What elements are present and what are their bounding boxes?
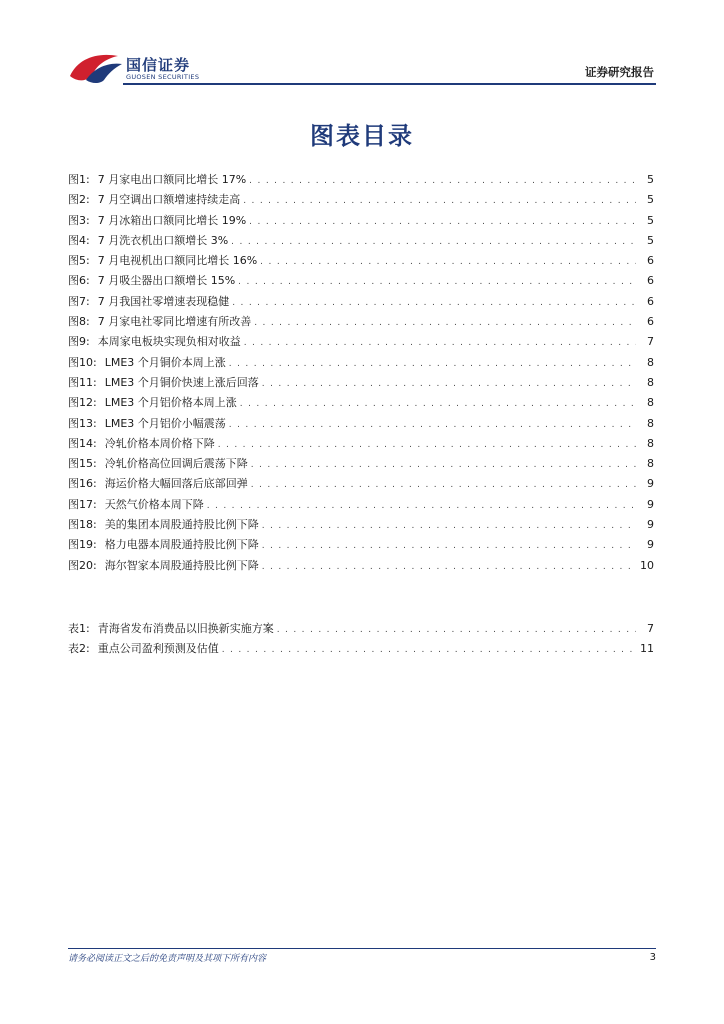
figure-toc-entry[interactable] — [68, 434, 656, 454]
figure-toc-entry-label: 图20: — [68, 558, 97, 572]
header-divider — [123, 83, 656, 85]
figure-toc-entry-label: 图18: — [68, 518, 97, 532]
figure-toc-entry-leader-dots — [262, 557, 636, 577]
figure-toc-entry-title: LME3 个月铝价格本周上涨 — [104, 396, 237, 410]
figure-toc-entry[interactable] — [68, 292, 656, 312]
figure-toc-entry-leader-dots — [262, 374, 636, 394]
figure-toc-entry-leader-dots — [244, 333, 636, 353]
figure-toc-entry-leader-dots — [238, 272, 636, 292]
guosen-logo-mark-icon — [68, 50, 124, 84]
toc-title: 图表目录 — [310, 122, 414, 150]
figure-toc-entry-page: 8 — [647, 355, 654, 369]
figure-toc-entry-page: 5 — [647, 213, 654, 227]
footer-divider — [68, 948, 656, 949]
figure-toc-entry-title: 7 月吸尘器出口额增长 15% — [97, 274, 236, 288]
figure-toc-entry-page: 9 — [647, 518, 654, 532]
figure-toc-entry-leader-dots — [229, 354, 636, 374]
figure-toc-entry-title: 7 月家电出口额同比增长 17% — [97, 173, 247, 186]
figure-toc-entry-title: 7 月洗衣机出口额增长 3% — [97, 233, 229, 247]
figure-toc-entry-title: 海尔智家本周股通持股比例下降 — [104, 558, 259, 572]
figure-toc-entry-leader-dots — [251, 455, 636, 475]
figure-toc-entry-leader-dots — [249, 171, 636, 191]
figure-toc-entry-label: 图6: — [68, 274, 90, 288]
figure-toc-entry[interactable] — [68, 190, 656, 210]
figure-toc-entry-page: 9 — [647, 497, 654, 511]
figure-toc-entry[interactable] — [68, 271, 656, 291]
logo-english-name: GUOSEN SECURITIES — [126, 73, 200, 81]
table-toc-entry-page: 7 — [647, 622, 654, 635]
figure-toc-entry-page: 6 — [647, 254, 654, 268]
figure-toc-entry-page: 7 — [647, 335, 654, 349]
figure-toc-entry-leader-dots — [232, 293, 636, 313]
figure-toc-entry-label: 图13: — [68, 416, 97, 430]
figure-toc-entry[interactable] — [68, 474, 656, 494]
figure-toc-entry-label: 图5: — [68, 254, 90, 268]
figure-toc-entry-title: 格力电器本周股通持股比例下降 — [104, 538, 259, 552]
figure-toc-entry[interactable] — [68, 414, 656, 434]
logo-chinese-name: 国信证券 — [126, 56, 191, 74]
page-header — [68, 48, 656, 84]
figure-toc-entry[interactable] — [68, 353, 656, 373]
figure-toc-entry-title: 冷轧价格本周价格下降 — [104, 436, 215, 450]
figure-toc-entry-page: 10 — [640, 558, 654, 572]
figure-toc-entry[interactable] — [68, 373, 656, 393]
figure-toc-entry-label: 图11: — [68, 375, 97, 389]
figure-toc-entry-leader-dots — [231, 232, 636, 252]
figure-toc-entry-label: 图16: — [68, 477, 97, 491]
figure-toc-entry-leader-dots — [249, 212, 636, 232]
figure-toc-entry[interactable] — [68, 556, 656, 576]
figure-toc-entry-title: 7 月家电社零同比增速有所改善 — [97, 315, 252, 329]
figure-toc-entry-leader-dots — [207, 496, 636, 516]
table-toc-entry-leader-dots — [222, 640, 636, 660]
table-toc-entry-leader-dots — [277, 620, 636, 640]
table-toc-entry-label: 表2: — [68, 642, 90, 656]
table-toc-entry[interactable] — [68, 619, 656, 639]
table-toc-entry-title: 青海省发布消费品以旧换新实施方案 — [97, 622, 274, 635]
figure-toc-entry[interactable] — [68, 251, 656, 271]
figure-toc-entry-title: 7 月冰箱出口额同比增长 19% — [97, 213, 247, 227]
figure-toc-entry[interactable] — [68, 312, 656, 332]
figure-toc-entry-title: LME3 个月铝价小幅震荡 — [104, 416, 226, 430]
figure-toc-entry-label: 图9: — [68, 335, 90, 349]
figure-toc-entry-label: 图17: — [68, 497, 97, 511]
figure-toc-entry[interactable] — [68, 332, 656, 352]
figure-toc-list — [68, 170, 656, 576]
figure-toc-entry-title: LME3 个月铜价本周上涨 — [104, 355, 226, 369]
guosen-logo — [68, 48, 208, 84]
footer-disclaimer: 请务必阅读正文之后的免责声明及其项下所有内容 — [68, 954, 267, 964]
table-toc-entry-label: 表1: — [68, 622, 90, 635]
figure-toc-entry[interactable] — [68, 231, 656, 251]
figure-toc-entry-label: 图12: — [68, 396, 97, 410]
figure-toc-entry-leader-dots — [251, 475, 636, 495]
figure-toc-entry-title: 海运价格大幅回落后底部回弹 — [104, 477, 248, 491]
figure-toc-entry-page: 5 — [647, 193, 654, 207]
figure-toc-entry-page: 6 — [647, 294, 654, 308]
figure-toc-entry-label: 图8: — [68, 315, 90, 329]
table-toc-list — [68, 619, 656, 660]
figure-toc-entry[interactable] — [68, 454, 656, 474]
figure-toc-entry-page: 8 — [647, 416, 654, 430]
report-type-label: 证券研究报告 — [585, 65, 654, 79]
figure-toc-entry-label: 图7: — [68, 294, 90, 308]
figure-toc-entry-page: 9 — [647, 538, 654, 552]
figure-toc-entry-leader-dots — [262, 536, 636, 556]
figure-toc-entry-label: 图14: — [68, 436, 97, 450]
figure-toc-entry[interactable] — [68, 170, 656, 190]
figure-toc-entry-title: 美的集团本周股通持股比例下降 — [104, 518, 259, 532]
figure-toc-entry-label: 图4: — [68, 233, 90, 247]
figure-toc-entry[interactable] — [68, 393, 656, 413]
figure-toc-entry-page: 8 — [647, 375, 654, 389]
figure-toc-entry-title: 7 月空调出口额增速持续走高 — [97, 193, 241, 207]
figure-toc-entry-title: 本周家电板块实现负相对收益 — [97, 335, 241, 349]
figure-toc-entry-label: 图19: — [68, 538, 97, 552]
table-toc-entry-page: 11 — [640, 642, 654, 656]
figure-toc-entry-leader-dots — [240, 394, 636, 414]
figure-toc-entry-label: 图2: — [68, 193, 90, 207]
figure-toc-entry[interactable] — [68, 515, 656, 535]
table-toc-entry[interactable] — [68, 639, 656, 659]
figure-toc-entry[interactable] — [68, 211, 656, 231]
figure-toc-entry[interactable] — [68, 535, 656, 555]
figure-toc-entry[interactable] — [68, 495, 656, 515]
figure-toc-entry-page: 8 — [647, 396, 654, 410]
figure-toc-entry-page: 8 — [647, 457, 654, 471]
figure-toc-entry-label: 图10: — [68, 355, 97, 369]
figure-toc-entry-title: 7 月我国社零增速表现稳健 — [97, 294, 230, 308]
figure-toc-entry-page: 6 — [647, 274, 654, 288]
figure-toc-entry-label: 图15: — [68, 457, 97, 471]
figure-toc-entry-label: 图1: — [68, 173, 90, 186]
figure-toc-entry-page: 6 — [647, 315, 654, 329]
figure-toc-entry-leader-dots — [218, 435, 636, 455]
figure-toc-entry-page: 5 — [647, 173, 654, 186]
figure-toc-entry-page: 9 — [647, 477, 654, 491]
figure-toc-entry-leader-dots — [262, 516, 636, 536]
figure-toc-entry-title: 7 月电视机出口额同比增长 16% — [97, 254, 258, 268]
figure-toc-entry-page: 5 — [647, 233, 654, 247]
figure-toc-entry-leader-dots — [260, 252, 636, 272]
figure-toc-entry-title: 冷轧价格高位回调后震荡下降 — [104, 457, 248, 471]
figure-toc-entry-page: 8 — [647, 436, 654, 450]
page-number: 3 — [649, 952, 656, 963]
figure-toc-entry-label: 图3: — [68, 213, 90, 227]
table-toc-entry-title: 重点公司盈利预测及估值 — [97, 642, 219, 656]
figure-toc-entry-title: LME3 个月铜价快速上涨后回落 — [104, 375, 259, 389]
figure-toc-entry-leader-dots — [229, 415, 636, 435]
figure-toc-entry-leader-dots — [254, 313, 636, 333]
figure-toc-entry-leader-dots — [243, 191, 636, 211]
figure-toc-entry-title: 天然气价格本周下降 — [104, 497, 204, 511]
